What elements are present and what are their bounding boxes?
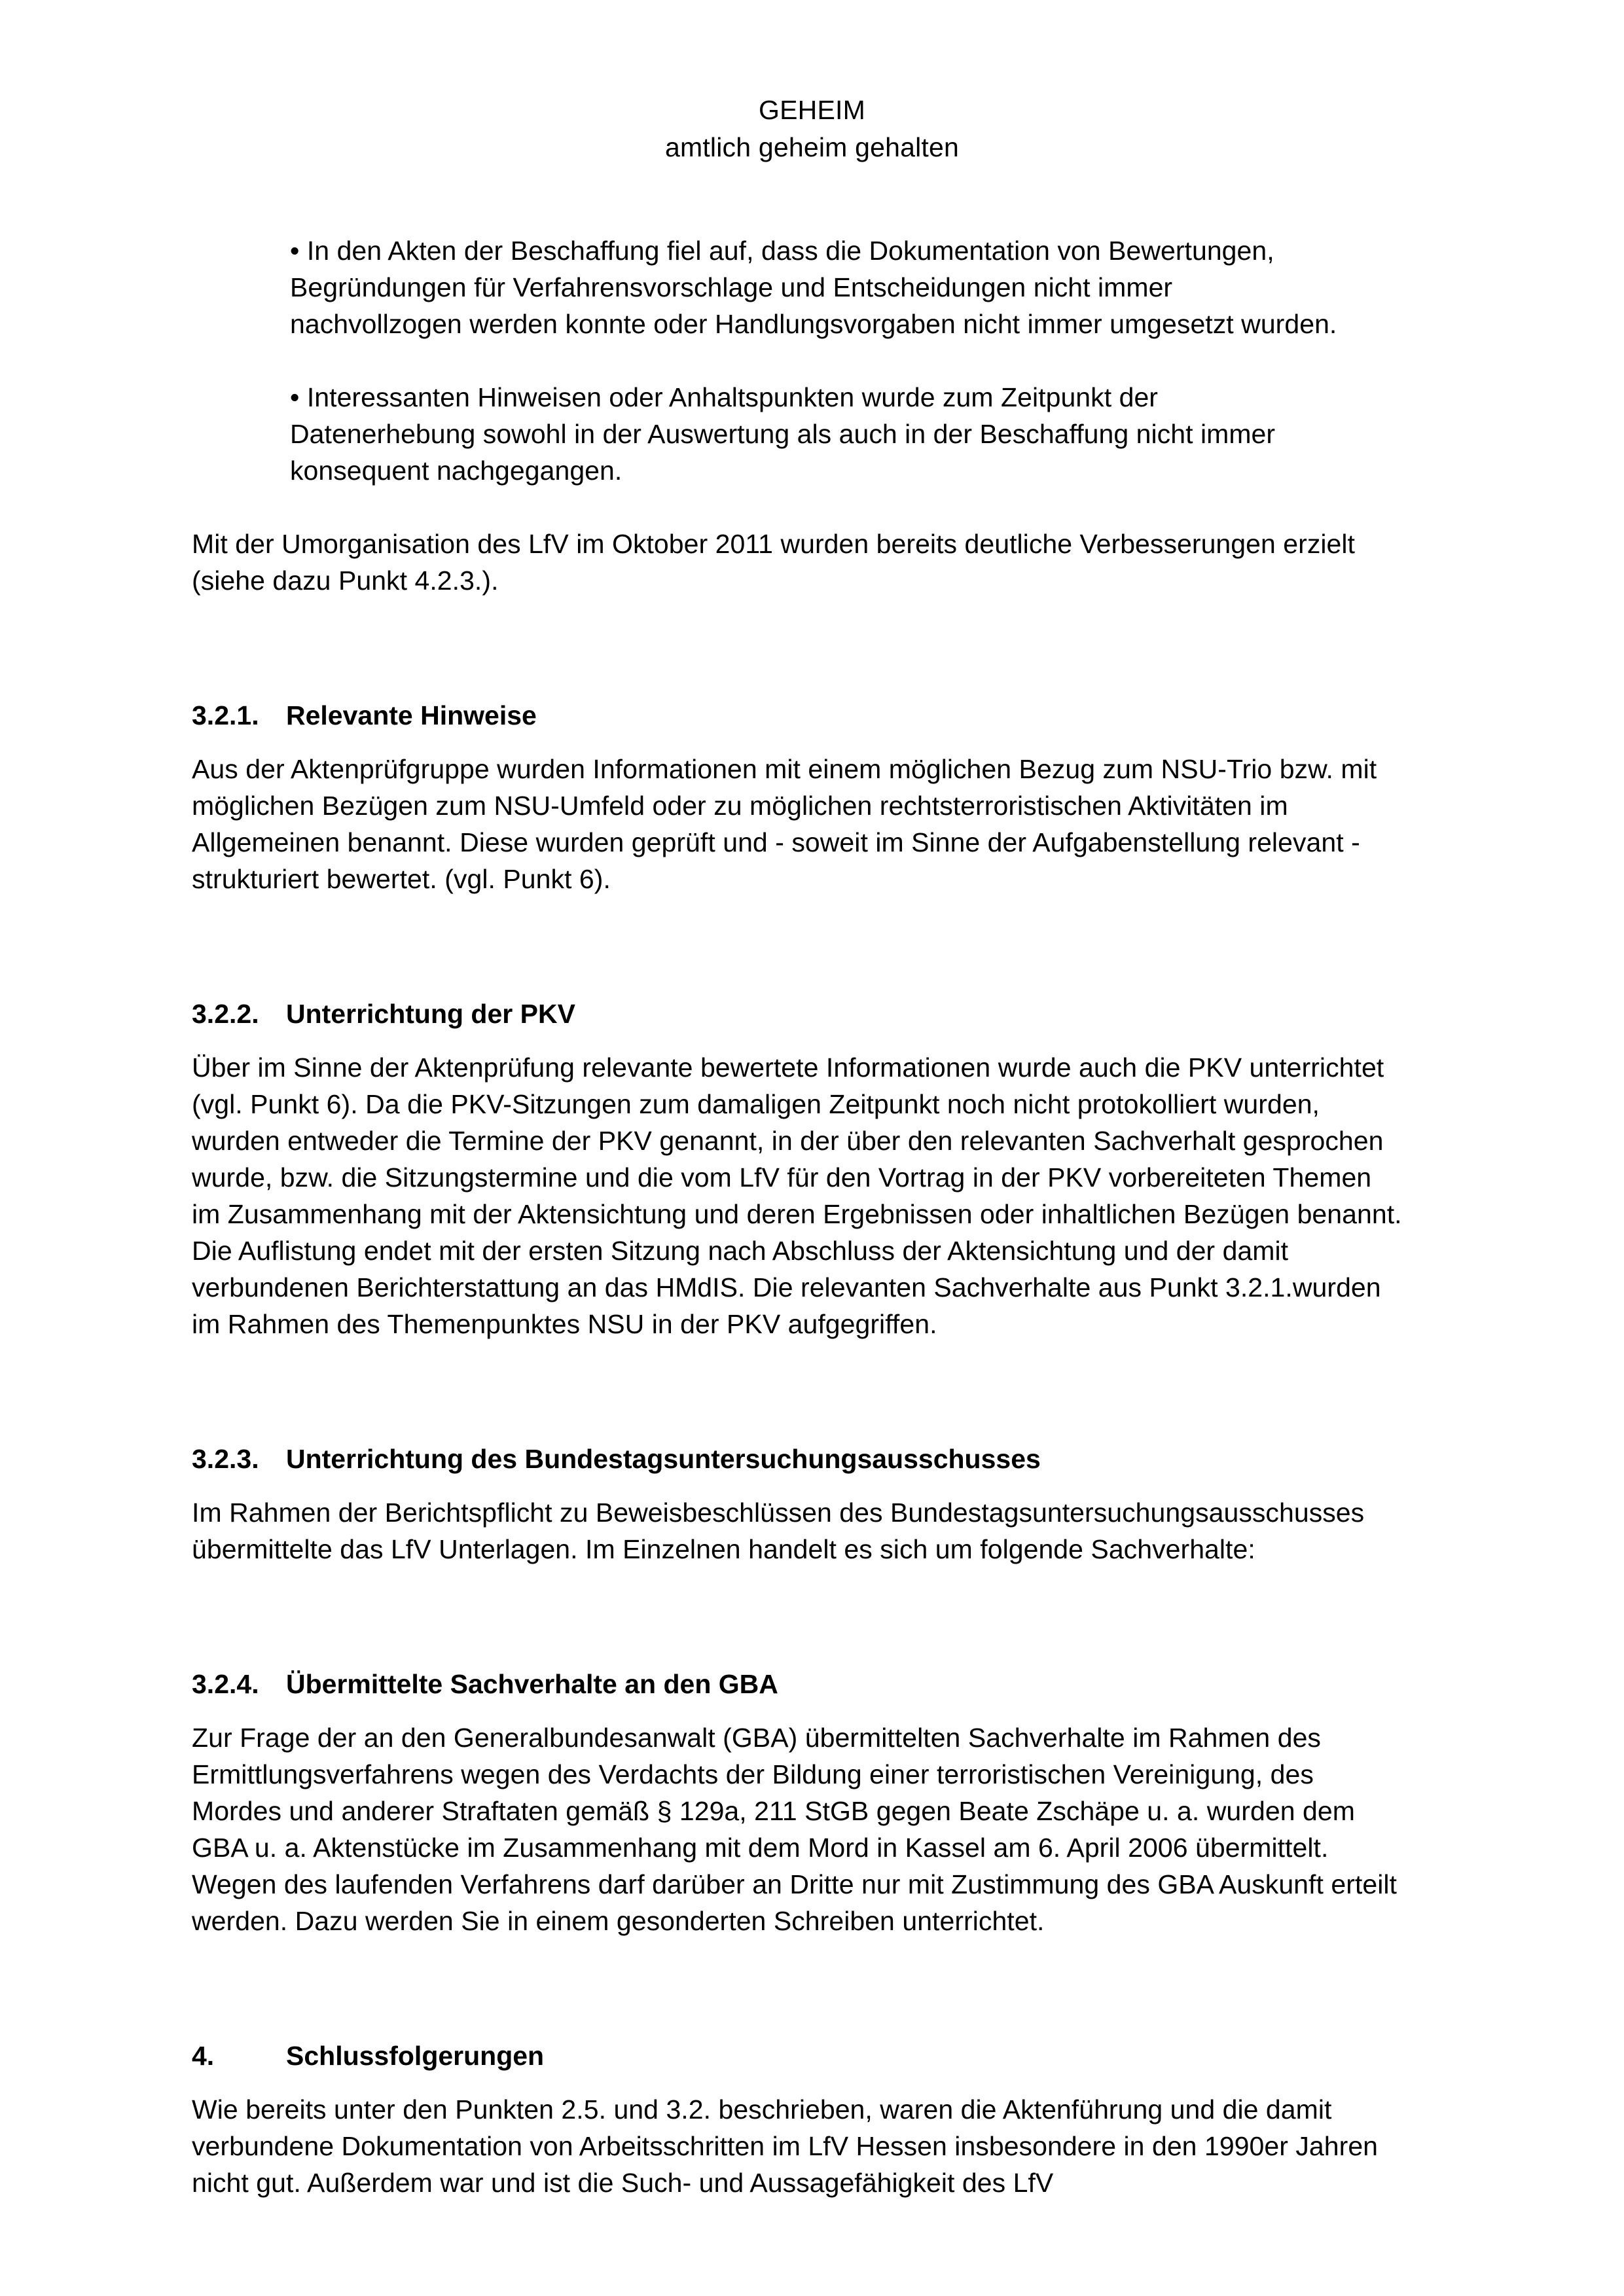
section-heading-3-2-3 — [192, 1441, 1406, 1477]
section-number: 4. — [192, 2041, 215, 2071]
spacer — [192, 1477, 1406, 1494]
classification-subtitle: amtlich geheim gehalten — [664, 132, 960, 162]
section-title: Unterrichtung des Bundestagsuntersuchungsausschusses — [286, 1444, 1041, 1474]
spacer — [192, 1342, 1406, 1441]
classification-header — [0, 92, 1624, 166]
section-paragraph-4: Wie bereits unter den Punkten 2.5. und 3.2. beschrieben, waren die Aktenführung und die damit verbundene Dokumentation von Arbeitsschritten im LfV Hessen insbesondere in den 1990er Jahren nicht gut. Außerdem war und ist die Such- und Aussagefähigkeit des LfV — [192, 2094, 1379, 2198]
section-heading-3-2-4 — [192, 1666, 1406, 1702]
section-paragraph-3-2-1: Aus der Aktenprüfgruppe wurden Informationen mit einem möglichen Bezug zum NSU-Trio bzw. mit möglichen Bezügen zum NSU-Umfeld oder zu möglichen rechtsterroristischen Aktivitäten im Allgemeinen benannt. Diese wurden geprüft und - soweit im Sinne der Aufgabenstellung relevant - strukturiert bewertet. (vgl. Punkt 6). — [192, 754, 1377, 894]
section-heading-3-2-1 — [192, 697, 1406, 734]
section-title: Relevante Hinweise — [286, 700, 537, 730]
spacer — [192, 489, 1406, 526]
spacer — [192, 342, 1406, 379]
paragraph-umorganisation: Mit der Umorganisation des LfV im Oktober 2011 wurden bereits deutliche Verbesserungen erzielt (siehe dazu Punkt 4.2.3.). — [192, 529, 1355, 596]
section-number: 3.2.3. — [192, 1444, 259, 1474]
spacer — [192, 1702, 1406, 1719]
spacer — [192, 599, 1406, 697]
spacer — [192, 1032, 1406, 1049]
document-body — [192, 232, 1406, 2201]
section-heading-3-2-2 — [192, 996, 1406, 1032]
spacer — [192, 1568, 1406, 1666]
spacer — [192, 734, 1406, 751]
spacer — [192, 897, 1406, 996]
section-title: Unterrichtung der PKV — [286, 999, 575, 1029]
section-heading-4 — [192, 2037, 1406, 2074]
spacer — [192, 2074, 1406, 2091]
section-number: 3.2.4. — [192, 1669, 259, 1699]
section-number: 3.2.1. — [192, 700, 259, 730]
section-number: 3.2.2. — [192, 999, 259, 1029]
section-title: Übermittelte Sachverhalte an den GBA — [286, 1669, 778, 1699]
spacer — [192, 1939, 1406, 2037]
section-paragraph-3-2-4: Zur Frage der an den Generalbundesanwalt (GBA) übermittelten Sachverhalte im Rahmen des Ermittlungsverfahrens wegen des Verdachts der Bildung einer terroristischen Vereinigung, des Mordes und anderer Straftaten gemäß § 129a, 211 StGB gegen Beate Zschäpe u. a. wurden dem GBA u. a. Aktenstücke im Zusammenhang mit dem Mord in Kassel am 6. April 2006 übermittelt. Wegen des laufenden Verfahrens darf darüber an Dritte nur mit Zustimmung des GBA Auskunft erteilt werden. Dazu werden Sie in einem gesonderten Schreiben unterrichtet. — [192, 1723, 1397, 1936]
bullet-item: • In den Akten der Beschaffung fiel auf, dass die Dokumentation von Bewertungen, Begründungen für Verfahrensvorschlage und Entscheidungen nicht immer nachvollzogen werden konnte oder Handlungsvorgaben nicht immer umgesetzt wurden. — [290, 236, 1337, 339]
classification-level: GEHEIM — [759, 95, 865, 125]
section-paragraph-3-2-2: Über im Sinne der Aktenprüfung relevante bewertete Informationen wurde auch die PKV unterrichtet (vgl. Punkt 6). Da die PKV-Sitzungen zum damaligen Zeitpunkt noch nicht protokolliert wurden, wurden entweder die Termine der PKV genannt, in der über den relevanten Sachverhalt gesprochen wurde, bzw. die Sitzungstermine und die vom LfV für den Vortrag in der PKV vorbereiteten Themen im Zusammenhang mit der Aktensichtung und deren Ergebnissen oder inhaltlichen Bezügen benannt. Die Auflistung endet mit der ersten Sitzung nach Abschluss der Aktensichtung und der damit verbundenen Berichterstattung an das HMdIS. Die relevanten Sachverhalte aus Punkt 3.2.1.wurden im Rahmen des Themenpunktes NSU in der PKV aufgegriffen. — [192, 1052, 1402, 1339]
section-paragraph-3-2-3: Im Rahmen der Berichtspflicht zu Beweisbeschlüssen des Bundestagsuntersuchungsausschusses übermittelte das LfV Unterlagen. Im Einzelnen handelt es sich um folgende Sachverhalte: — [192, 1498, 1365, 1564]
section-title: Schlussfolgerungen — [286, 2041, 545, 2071]
bullet-item: • Interessanten Hinweisen oder Anhaltspunkten wurde zum Zeitpunkt der Datenerhebung sowohl in der Auswertung als auch in der Beschaffung nicht immer konsequent nachgegangen. — [290, 382, 1276, 486]
